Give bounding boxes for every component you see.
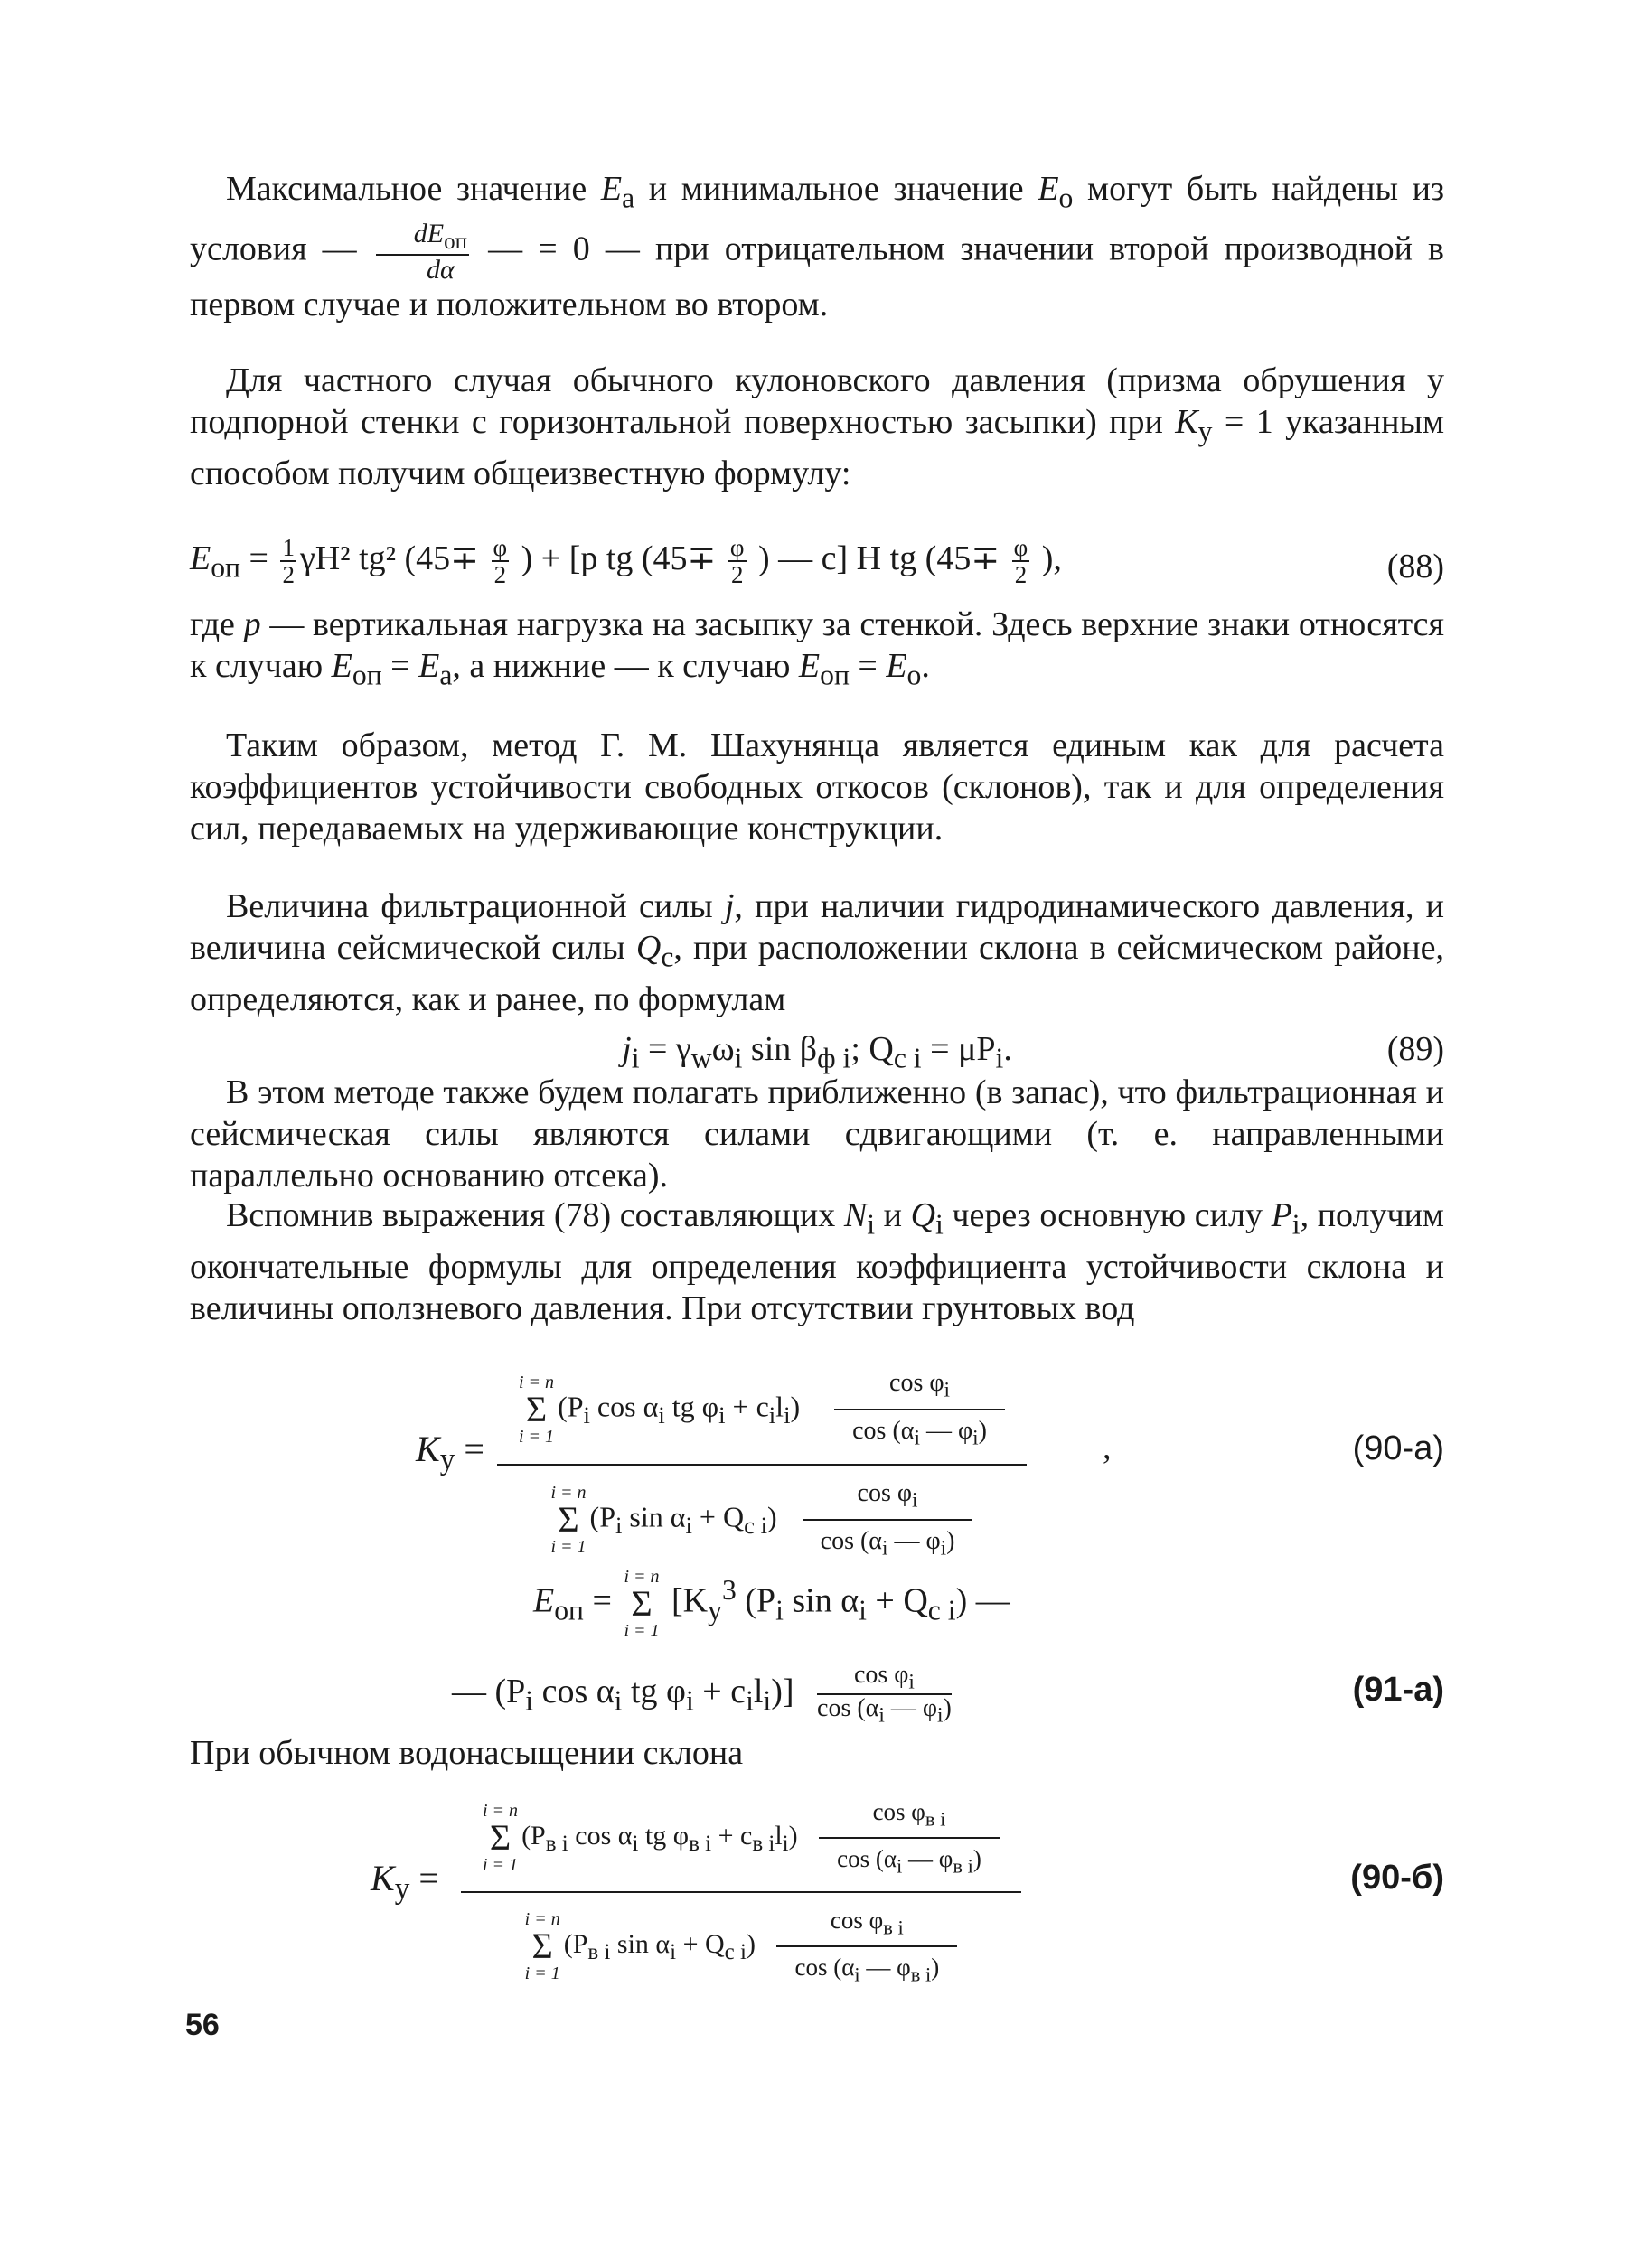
paragraph-signs: где p — вертикальная нагрузка на засыпку за стенкой. Здесь верхние знаки относятся к случаю $E_{оп} = E_а$, а нижние — к случаю $E_{оп} = E_о$. <box>190 605 1444 691</box>
equation-88: $E_{оп}$ = $\frac{1}{2}$ γH² tg² (45∓ $\frac{\varphi}{2}$ ) + [p tg (45∓ $\frac{\varphi}{2}$ ) — c] H tg (45∓ $\frac{\varphi}{2}$ ), (88) <box>190 534 1444 589</box>
paragraph-forces: Величина фильтрационной силы j, при наличии гидродинамического давления, и величина сейсмической силы $Q_с$, при расположении склона в сейсмическом районе, определяются, как и ранее, по формулам <box>190 887 1445 1018</box>
paragraph-coulomb: Для частного случая обычного кулоновского давления (призма обрушения у подпорной стенки с горизонтальной поверхностью засыпки) при $K_у = 1$ указанным способом получим общеизвестную формулу: <box>190 361 1444 492</box>
paragraph-extrema: Максимальное значение $E_а$ и минимальное значение $E_о$ могут быть найдены из условия — $\frac{dE_{оп}}{d\alpha}$ — = 0 — при отрицательном значении второй производной в первом случае и положительном во втором. <box>190 170 1445 324</box>
equation-90a: $K_у$ = i = n Σ i = 1 ($P_i$ $\cos \alpha_i$ tg $\varphi_i + c_il_i$) $\frac{\cos \varphi_i}{\cos (\alpha_i — \varphi_i)}$ i = n Σ i = 1 ($P_i$ $\sin \alpha_i + Q_{c i}$) $\frac{\cos \varphi_i}{\cos (\alpha_i — \varphi_i)}$ , (90-а) <box>190 1355 1444 1554</box>
equation-89: $j_i = \gamma_w\omega_i$ $\sin \beta_{ф i}$; $Q_{с i} = \mu P_i$. (89) <box>622 1030 1444 1074</box>
derivative-fraction: $\frac{dE_{оп}}{d\alpha}$ <box>376 220 469 285</box>
paragraph-saturation: При обычном водонасыщении склона <box>190 1734 744 1772</box>
equation-90b: $K_у$ = i = n Σ i = 1 ($P_{в i}$ $\cos \alpha_i$ tg $\varphi_{в i} + c_{в i}l_i$) $\frac{\cos \varphi_{в i}}{\cos (\alpha_i — \varphi_{в i})}$ i = n Σ i = 1 ($P_{в i}$ $\sin \alpha_i + Q_{c i}$) $\frac{\cos \varphi_{в i}}{\cos (\alpha_i — \varphi_{в i})}$ (90-б) <box>190 1785 1444 1974</box>
page-number: 56 <box>185 2008 220 2042</box>
paragraph-assumption: В этом методе также будем полагать приближенно (в запас), что фильтрационная и сейсмическая силы являются силами сдвигающими (т. е. направленными параллельно основанию отсека). <box>190 1073 1444 1195</box>
equation-number-91a: (91-а) <box>1352 1671 1444 1709</box>
equation-number-90a: (90-а) <box>1352 1429 1444 1467</box>
equation-number-88: (88) <box>1386 548 1444 586</box>
equation-91a: $E_{оп}$ = i = n Σ i = 1 [$K_у^3$ ($P_i$ $\sin \alpha_i + Q_{c i}$) — — ($P_i$ $\cos \alpha_i$ tg $\varphi_i + c_il_i$)] $\frac{\cos \varphi_i}{\cos (\alpha_i — \varphi_i)}$ (91-а) <box>452 1567 1444 1728</box>
paragraph-final-formulas: Вспомнив выражения (78) составляющих $N_i$ и $Q_i$ через основную силу $P_i$, получим окончательные формулы для определения коэффициента устойчивости склона и величины оползневого давления. При отсутствии грунтовых вод <box>190 1196 1444 1327</box>
paragraph-method: Таким образом, метод Г. М. Шахунянца является единым как для расчета коэффициентов устойчивости свободных откосов (склонов), так и для определения сил, передаваемых на удерживающие конструкции. <box>190 726 1444 848</box>
equation-number-89: (89) <box>1386 1030 1444 1068</box>
equation-number-90b: (90-б) <box>1350 1859 1444 1897</box>
